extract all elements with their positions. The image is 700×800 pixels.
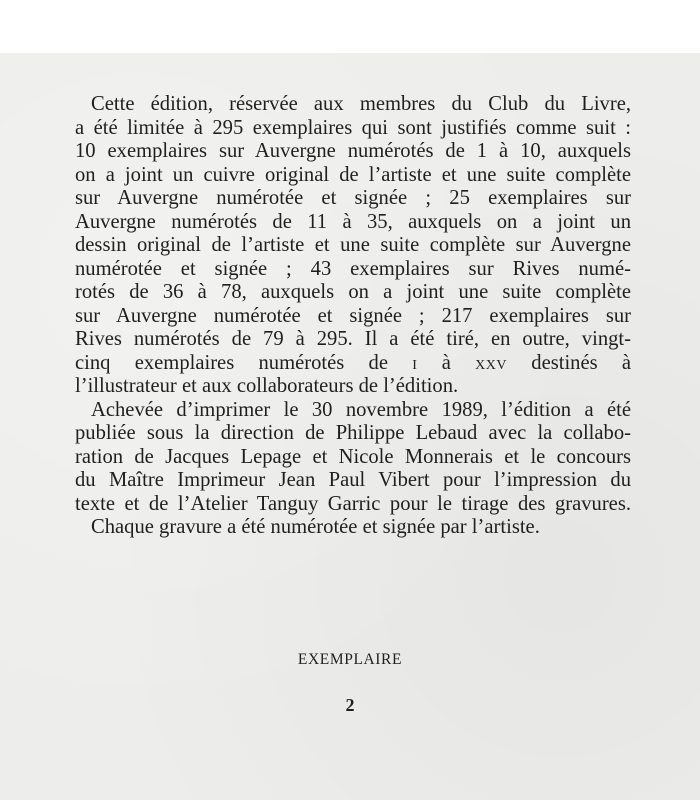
text-line: Achevée d’imprimer le 30 novembre 1989, l’édition a été <box>91 398 631 421</box>
roman-numeral: i <box>412 351 418 374</box>
text-line: texte et de l’Atelier Tanguy Garric pour le tirage des gravures. <box>75 492 631 515</box>
text-segment: cinq exemplaires numérotés de <box>75 351 388 374</box>
text-line: publiée sous la direction de Philippe Lebaud avec la collabo- <box>75 422 631 444</box>
text-line: 10 exemplaires sur Auvergne numérotés de 1 à 10, auxquels <box>75 140 631 162</box>
text-line: Cette édition, réservée aux membres du Club du Livre, <box>91 93 631 115</box>
text-line: a été limitée à 295 exemplaires qui sont justifiés comme suit : <box>75 116 631 139</box>
text-line-roman-numerals <box>75 352 631 376</box>
text-line: sur Auvergne numérotée et signée ; 25 exemplaires sur <box>75 187 631 209</box>
colophon-text <box>75 93 631 540</box>
text-line: du Maître Imprimeur Jean Paul Vibert pour l’impression du <box>75 469 631 491</box>
exemplaire-number: 2 <box>345 695 355 715</box>
text-line: dessin original de l’artiste et une suite complète sur Auvergne <box>75 234 631 256</box>
exemplaire-label: EXEMPLAIRE <box>297 651 403 668</box>
text-line: numérotée et signée ; 43 exemplaires sur Rives numé- <box>75 257 631 280</box>
text-line: ration de Jacques Lepage et Nicole Monnerais et le concours <box>75 445 631 468</box>
text-line: l’illustrateur et aux collaborateurs de l’édition. <box>75 375 459 397</box>
text-line: on a joint un cuivre original de l’artiste et une suite complète <box>75 163 631 186</box>
text-line: Chaque gravure a été numérotée et signée par l’artiste. <box>91 516 540 538</box>
text-line: Rives numérotés de 79 à 295. Il a été tiré, en outre, vingt- <box>75 328 631 350</box>
roman-numeral: xxv <box>475 351 507 374</box>
text-line: sur Auvergne numérotée et signée ; 217 exemplaires sur <box>75 304 631 327</box>
text-line: Auvergne numérotés de 11 à 35, auxquels on a joint un <box>75 210 631 233</box>
text-segment: destinés à <box>531 351 632 374</box>
book-page <box>0 53 700 800</box>
text-line: rotés de 36 à 78, auxquels on a joint une suite complète <box>75 281 631 303</box>
text-segment: à <box>441 351 451 374</box>
